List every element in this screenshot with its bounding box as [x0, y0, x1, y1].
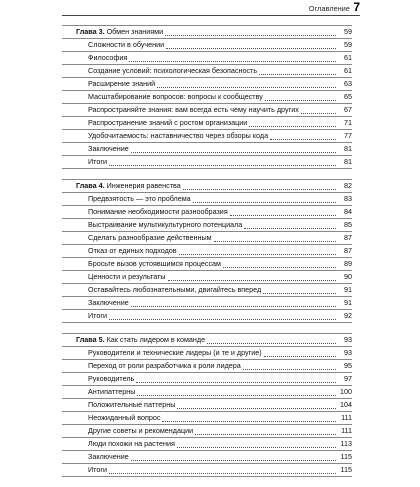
dot-leader: [109, 318, 336, 320]
section-page-number: 81: [344, 157, 352, 166]
section-label: Заключение: [88, 298, 129, 307]
section-entry[interactable]: [62, 438, 352, 451]
section-entry[interactable]: [62, 206, 352, 219]
chapter-page-number: 93: [344, 335, 352, 344]
chapter-entry[interactable]: [62, 25, 352, 39]
section-entry[interactable]: [62, 297, 352, 310]
dot-leader: [166, 47, 336, 49]
section-label: Предвзятость — это проблема: [88, 194, 191, 203]
section-page-number: 87: [344, 246, 352, 255]
dot-leader: [137, 394, 336, 396]
section-entry[interactable]: [62, 347, 352, 360]
section-label: Сложности в обучении: [88, 40, 165, 49]
dot-leader: [129, 60, 336, 62]
section-page-number: 113: [340, 439, 352, 448]
dot-leader: [301, 112, 336, 114]
section-label: Итоги: [88, 157, 108, 166]
dot-leader: [131, 305, 336, 307]
section-entry[interactable]: [62, 232, 352, 245]
section-label: Расширение знаний: [88, 79, 156, 88]
dot-leader: [195, 433, 336, 435]
section-label: Масштабирование вопросов: вопросы к сообществу: [88, 92, 263, 101]
section-page-number: 115: [340, 452, 352, 461]
section-page-number: 111: [341, 413, 352, 422]
section-entry[interactable]: [62, 271, 352, 284]
chapter-entry[interactable]: [62, 179, 352, 193]
section-page-number: 100: [340, 387, 352, 396]
section-label: Руководители и технические лидеры (и те и другие): [88, 348, 262, 357]
chapter-title: Инженерия равенства: [106, 181, 181, 190]
section-page-number: 95: [344, 361, 352, 370]
section-page-number: 65: [344, 92, 352, 101]
section-label: Переход от роли разработчика к роли лидера: [88, 361, 241, 370]
dot-leader: [177, 446, 336, 448]
dot-leader: [270, 138, 336, 140]
section-label: Распространяйте знания: вам всегда есть чему научить других: [88, 105, 299, 114]
section-entry[interactable]: [62, 412, 352, 425]
page-number: 7: [353, 0, 360, 14]
dot-leader: [131, 459, 336, 461]
section-page-number: 97: [344, 374, 352, 383]
chapter-entry[interactable]: [62, 333, 352, 347]
chapter-page-number: 82: [344, 181, 352, 190]
section-entry[interactable]: [62, 399, 352, 412]
section-entry[interactable]: [62, 65, 352, 78]
dot-leader: [136, 381, 336, 383]
page-header: [0, 0, 420, 20]
section-page-number: 71: [344, 118, 352, 127]
section-label: Бросьте вызов устоявшимся процессам: [88, 259, 221, 268]
dot-leader: [207, 342, 336, 344]
section-page-number: 111: [341, 426, 352, 435]
section-label: Итоги: [88, 311, 108, 320]
dot-leader: [244, 227, 336, 229]
section-label: Антипаттерны: [88, 387, 136, 396]
section-label: Выстраивание мультикультурного потенциала: [88, 220, 243, 229]
section-entry[interactable]: [62, 78, 352, 91]
section-label: Неожиданный вопрос: [88, 413, 161, 422]
section-label: Отказ от единых подходов: [88, 246, 177, 255]
chapter-page-number: 59: [344, 27, 352, 36]
section-entry[interactable]: [62, 39, 352, 52]
chapter-title: Обмен знаниями: [106, 27, 164, 36]
chapter-block: [62, 179, 352, 323]
dot-leader: [179, 253, 336, 255]
section-label: Оставайтесь любознательными, двигайтесь вперед: [88, 285, 262, 294]
section-entry[interactable]: [62, 143, 352, 156]
chapter-number: Глава 3.: [76, 27, 105, 36]
dot-leader: [214, 240, 336, 242]
dot-leader: [177, 407, 336, 409]
section-page-number: 89: [344, 259, 352, 268]
section-page-number: 77: [344, 131, 352, 140]
section-page-number: 87: [344, 233, 352, 242]
dot-leader: [264, 355, 336, 357]
section-entry[interactable]: [62, 219, 352, 232]
section-label: Заключение: [88, 144, 129, 153]
section-label: Создание условий: психологическая безопасность: [88, 66, 258, 75]
section-page-number: 90: [344, 272, 352, 281]
dot-leader: [162, 420, 336, 422]
section-label: Распространение знаний с ростом организации: [88, 118, 248, 127]
section-page-number: 83: [344, 194, 352, 203]
section-label: Итоги: [88, 465, 108, 474]
section-page-number: 84: [344, 207, 352, 216]
section-entry[interactable]: [62, 386, 352, 399]
dot-leader: [230, 214, 336, 216]
header-rule: [62, 15, 360, 16]
table-of-contents: [62, 25, 352, 487]
dot-leader: [157, 86, 336, 88]
section-entry[interactable]: [62, 130, 352, 143]
dot-leader: [109, 164, 336, 166]
chapter-number: Глава 5.: [76, 335, 105, 344]
section-page-number: 61: [344, 53, 352, 62]
dot-leader: [109, 472, 336, 474]
section-label: Заключение: [88, 452, 129, 461]
section-page-number: 115: [340, 465, 352, 474]
dot-leader: [223, 266, 336, 268]
section-entry[interactable]: [62, 258, 352, 271]
section-page-number: 92: [344, 311, 352, 320]
section-page-number: 63: [344, 79, 352, 88]
chapter-title: Как стать лидером в команде: [106, 335, 206, 344]
section-page-number: 59: [344, 40, 352, 49]
dot-leader: [183, 188, 336, 190]
section-label: Люди похожи на растения: [88, 439, 175, 448]
section-label: Другие советы и рекомендации: [88, 426, 194, 435]
chapter-block: [62, 25, 352, 169]
section-entry[interactable]: [62, 451, 352, 464]
section-entry[interactable]: [62, 284, 352, 297]
section-page-number: 93: [344, 348, 352, 357]
section-entry[interactable]: [62, 425, 352, 438]
section-label: Удобочитаемость: наставничество через обзоры кода: [88, 131, 269, 140]
section-page-number: 81: [344, 144, 352, 153]
chapter-number: Глава 4.: [76, 181, 105, 190]
section-page-number: 91: [344, 298, 352, 307]
dot-leader: [263, 292, 336, 294]
section-entry[interactable]: [62, 373, 352, 386]
section-page-number: 61: [344, 66, 352, 75]
dot-leader: [243, 368, 336, 370]
section-entry[interactable]: [62, 464, 352, 477]
dot-leader: [249, 125, 336, 127]
section-entry[interactable]: [62, 360, 352, 373]
section-entry[interactable]: [62, 91, 352, 104]
section-entry[interactable]: [62, 245, 352, 258]
dot-leader: [165, 34, 336, 36]
running-title: Оглавление: [308, 4, 350, 13]
dot-leader: [131, 151, 336, 153]
dot-leader: [168, 279, 336, 281]
dot-leader: [259, 73, 336, 75]
chapter-label: [62, 334, 205, 346]
section-entry[interactable]: [62, 117, 352, 130]
section-entry[interactable]: [62, 193, 352, 206]
section-entry[interactable]: [62, 104, 352, 117]
section-label: Положительные паттерны: [88, 400, 176, 409]
section-label: Ценности и результаты: [88, 272, 166, 281]
section-entry[interactable]: [62, 310, 352, 323]
section-label: Понимание необходимости разнообразия: [88, 207, 228, 216]
section-page-number: 85: [344, 220, 352, 229]
section-page-number: 67: [344, 105, 352, 114]
chapter-block: [62, 333, 352, 477]
section-entry[interactable]: [62, 52, 352, 65]
section-page-number: 104: [340, 400, 352, 409]
chapter-label: [62, 26, 163, 38]
dot-leader: [265, 99, 336, 101]
section-label: Сделать разнообразие действенным: [88, 233, 212, 242]
chapter-label: [62, 180, 181, 192]
section-label: Философия: [88, 53, 128, 62]
section-page-number: 91: [344, 285, 352, 294]
section-entry[interactable]: [62, 156, 352, 169]
dot-leader: [193, 201, 336, 203]
section-label: Руководитель: [88, 374, 135, 383]
